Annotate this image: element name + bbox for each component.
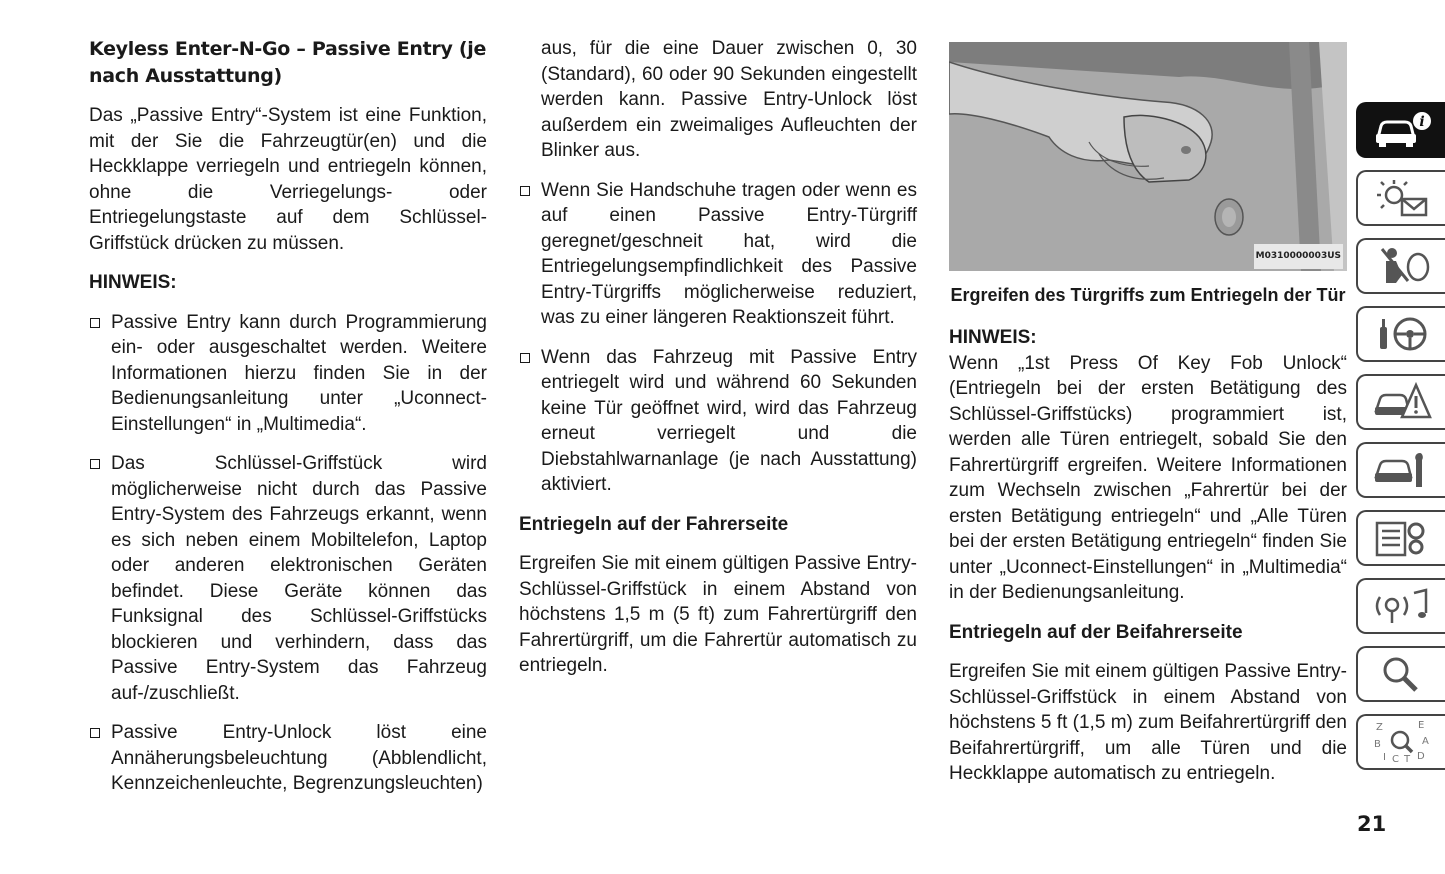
bullet-item (519, 178, 917, 331)
driving-steering-icon (1372, 313, 1432, 355)
bullet-item (519, 345, 917, 498)
tab-driving[interactable] (1356, 306, 1445, 362)
tab-technical[interactable] (1356, 510, 1445, 566)
note-label: HINWEIS: (949, 327, 1037, 348)
note-label: HINWEIS: (89, 272, 177, 293)
tab-warning-lights[interactable] (1356, 170, 1445, 226)
subheading-driver-side: Entriegeln auf der Fahrerseite (519, 513, 789, 535)
svg-text:i: i (1418, 114, 1425, 130)
continuation-paragraph: aus, für die eine Dauer zwischen 0, 30 (Standard), 60 oder 90 Sekunden eingestellt werden kann. Passive Entry-Unlock löst außerdem ein zweimaliges Aufleuchten der Blinker aus. (541, 38, 917, 161)
alphabetical-index-icon (1372, 719, 1432, 765)
letter-b: B (1373, 739, 1381, 750)
chapter-tabs (1356, 102, 1445, 782)
note-paragraph: Wenn „1st Press Of Key Fob Unlock“ (Entriegeln bei der ersten Betätigung des Schlüssel-Griffstücks) programmiert ist, werden alle Türen entriegelt, sobald Sie den Fahrertürgriff ergreifen. Weitere Informationen zum Wechseln zwischen „Fahrertür bei der ersten Betätigung entriegeln“ und „Alle Türen bei der ersten Betätigung entriegeln“ finden Sie unter „Uconnect-Einstellungen“ in „Multimedia“ in der Bedienungsanleitung. (949, 352, 1347, 603)
figure-code: M0310000003US (1254, 244, 1343, 270)
search-index-icon (1372, 653, 1432, 695)
tab-multimedia[interactable] (1356, 578, 1445, 634)
figure-caption: Ergreifen des Türgriffs zum Entriegeln der Tür (950, 285, 1346, 305)
bullet-text: Passive Entry kann durch Programmierung ein- oder ausgeschaltet werden. Weitere Informationen hierzu finden Sie in der Bedienungsanleitung unter „Uconnect-Einstellungen“ in „Multimedia“. (111, 311, 487, 435)
bullet-item (89, 720, 487, 797)
column-right (949, 42, 1347, 787)
checkbox-bullet-icon (520, 186, 530, 196)
hand-door-handle-illustration (949, 42, 1347, 271)
driver-side-paragraph: Ergreifen Sie mit einem gültigen Passive Entry-Schlüssel-Griffstück in einem Abstand von höchstens 1,5 m (5 ft) zum Fahrertürgriff den Fahrertürgriff, um die Fahrertür automatisch zu entriegeln. (519, 553, 917, 676)
bullet-item (89, 451, 487, 706)
checkbox-bullet-icon (520, 353, 530, 363)
column-middle (519, 36, 917, 679)
subheading-passenger-side: Entriegeln auf der Beifahrerseite (949, 621, 1243, 643)
tab-safety[interactable] (1356, 238, 1445, 294)
emergency-icon (1372, 381, 1432, 423)
column-left (89, 36, 487, 811)
tab-search[interactable] (1356, 646, 1445, 702)
tab-emergency[interactable] (1356, 374, 1445, 430)
passenger-side-paragraph: Ergreifen Sie mit einem gültigen Passive Entry-Schlüssel-Griffstück in einem Abstand von höchstens 5 ft (1,5 m) zum Beifahrertürgriff den Beifahrertürgriff, um alle Türen und die Heckklappe automatisch zu entriegeln. (949, 661, 1347, 784)
section-title: Keyless Enter-N-Go – Passive Entry (je nach Ausstattung) (89, 38, 487, 87)
page-number: 21 (1357, 812, 1387, 836)
bullet-item (89, 310, 487, 438)
multimedia-icon (1372, 585, 1432, 627)
safety-airbag-icon (1372, 245, 1432, 287)
technical-specs-icon (1372, 517, 1432, 559)
letter-c: C (1391, 754, 1399, 765)
checkbox-bullet-icon (90, 728, 100, 738)
bullet-text: Passive Entry-Unlock löst eine Annäherungsbeleuchtung (Abblendlicht, Kennzeichenleuchte, Begrenzungsleuchten) (111, 722, 487, 794)
tab-car-info[interactable] (1356, 102, 1445, 158)
letter-t: T (1403, 754, 1410, 765)
car-info-icon (1372, 110, 1432, 150)
bullet-text: Wenn Sie Handschuhe tragen oder wenn es auf einen Passive Entry-Türgriff geregnet/geschneit hat, wird die Entriegelungsempfindlichkeit des Passive Entry-Türgriffs möglicherweise reduziert, was zu einer längeren Reaktionszeit führt. (541, 179, 917, 328)
letter-a: A (1421, 736, 1429, 747)
tab-alphabetical-index[interactable] (1356, 714, 1445, 770)
letter-z: Z (1375, 722, 1383, 733)
letter-i: I (1382, 752, 1386, 763)
letter-d: D (1416, 751, 1425, 762)
door-handle-figure (949, 42, 1347, 271)
letter-e: E (1417, 720, 1424, 731)
warning-lights-icon (1372, 177, 1432, 219)
bullet-text: Das Schlüssel-Griffstück wird möglicherweise nicht durch das Passive Entry-System des Fahrzeugs erkannt, wenn es sich neben einem Mobiltelefon, Laptop oder anderen elektronischen Geräten befindet. Diese Geräte können das Funksignal des Schlüssel-Griffstücks blockieren und verhindern, dass das Passive Entry-System das Fahrzeug auf-/zuschließt. (111, 453, 487, 704)
checkbox-bullet-icon (90, 318, 100, 328)
intro-paragraph: Das „Passive Entry“-System ist eine Funktion, mit der Sie die Fahrzeugtür(en) und die Heckklappe verriegeln und entriegeln können, ohne die Verriegelungs- oder Entriegelungstaste auf dem Schlüssel-Griffstück drücken zu müssen. (89, 105, 487, 254)
checkbox-bullet-icon (90, 459, 100, 469)
tab-service[interactable] (1356, 442, 1445, 498)
service-maintenance-icon (1372, 449, 1432, 491)
bullet-text: Wenn das Fahrzeug mit Passive Entry entriegelt wird und während 60 Sekunden keine Tür geöffnet wird, wird das Fahrzeug erneut verriegelt und die Diebstahlwarnanlage (je nach Ausstattung) aktiviert. (541, 346, 917, 495)
